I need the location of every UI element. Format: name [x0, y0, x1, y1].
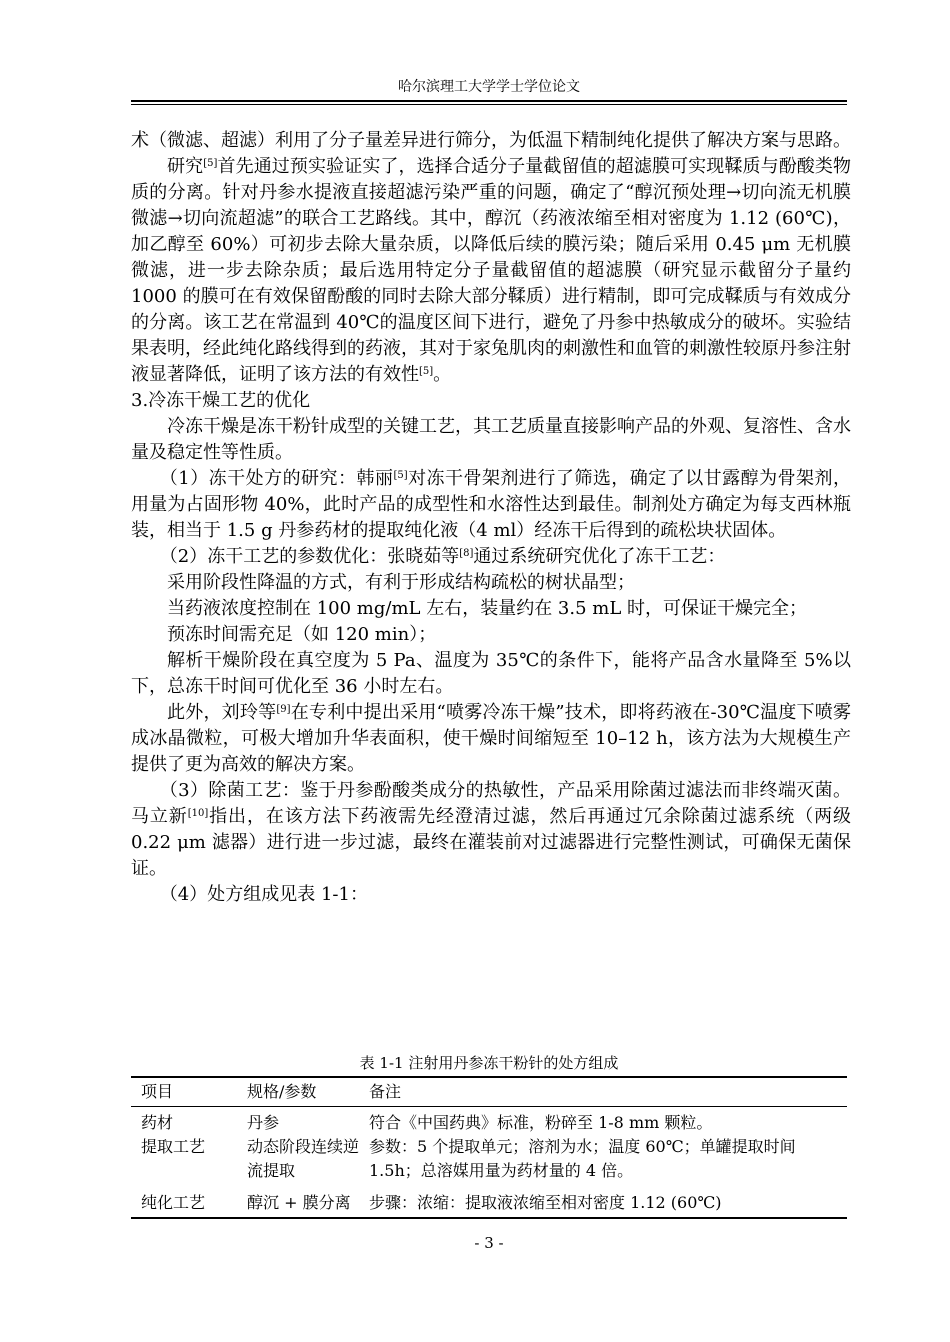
column-header: 项目 [131, 1077, 237, 1107]
page-number: - 3 - [474, 1234, 504, 1252]
paragraph [131, 544, 851, 570]
paragraph [131, 778, 851, 882]
text: 首先通过预实验证实了，选择合适分子量截留值的超滤膜可实现鞣质与酚酸类物质的分离。针对丹参水提液直接超滤污染严重的问题，确定了“醇沉预处理→切向流无机膜微滤→切向流超滤”的联合工艺路线。其中，醇沉（药液浓缩至相对密度为 1.12 (60℃)，加乙醇至 60%）可初步去除大量杂质，以降低后续的膜污染；随后采用 0.45 μm 无机膜微滤，进一步去除杂质；最后选用特定分子量截留值的超滤膜（研究显示截留分子量约 1000 的膜可在有效保留酚酸的同时去除大部分鞣质）进行精制，即可完成鞣质与有效成分的分离。该工艺在常温到 40℃的温度区间下进行，避免了丹参中热敏成分的破坏。实验结果表明，经此纯化路线得到的药液，其对于家兔肌肉的刺激性和血管的刺激性较原丹参注射液显著降低，证明了该方法的有效性 [131, 156, 852, 385]
table-row [131, 1183, 847, 1218]
paragraph: 术（微滤、超滤）利用了分子量差异进行筛分，为低温下精制纯化提供了解决方案与思路。 [131, 130, 851, 151]
text: 通过系统研究优化了冻干工艺： [473, 546, 726, 567]
paragraph [131, 466, 851, 544]
column-header: 备注 [359, 1077, 847, 1107]
text: 指出，在该方法下药液需先经澄清过滤，然后再通过冗余除菌过滤系统（两级 0.22 μm 滤器）进行进一步过滤，最终在灌装前对过滤器进行完整性测试，可确保无菌保证。 [131, 806, 852, 879]
text: （3）除菌工艺：鉴于丹参酚酸类成分的热敏性，产品采用除菌过滤法而非终端灭菌。马立新 [131, 780, 851, 827]
table-cell: 丹参 [247, 1113, 280, 1132]
citation: [5] [393, 470, 408, 481]
table-cell: 参数：5 个提取单元；溶剂为水；温度 60℃；单罐提取时间 1.5h；总溶媒用量为药材量的 4 倍。 [369, 1137, 796, 1180]
text: 对冻干骨架剂进行了筛选，确定了以甘露醇为骨架剂，用量为占固形物 40%，此时产品的成型性和水溶性达到最佳。制剂处方确定为每支西林瓶装，相当于 1.5 g 丹参药材的提取纯化液（4 ml）经冻干后得到的疏松块状固体。 [131, 468, 852, 541]
paragraph [131, 700, 851, 778]
text: （1）冻干处方的研究：韩丽 [159, 468, 394, 489]
body-text [131, 128, 851, 908]
column-header: 规格/参数 [237, 1077, 359, 1107]
citation: [10] [187, 808, 209, 819]
text: 。 [433, 364, 452, 385]
citation: [5] [203, 158, 218, 169]
table-cell: 药材 [141, 1113, 174, 1132]
text: （2）冻干工艺的参数优化：张晓茹等 [159, 546, 460, 567]
citation: [5] [419, 366, 434, 377]
table-cell: 提取工艺 [141, 1137, 206, 1156]
table-row [131, 1107, 847, 1136]
table-cell: 醇沉 + 膜分离 [237, 1183, 359, 1218]
table-header-row [131, 1077, 847, 1107]
paragraph [131, 154, 851, 388]
table-cell: 步骤：浓缩：提取液浓缩至相对密度 1.12 (60℃) [359, 1183, 847, 1218]
header-rule-thin [131, 104, 847, 105]
text: 研究 [167, 156, 204, 177]
table-cell: 动态阶段连续逆流提取 [247, 1137, 360, 1180]
table-cell: 符合《中国药典》标准，粉碎至 1-8 mm 颗粒。 [369, 1113, 713, 1132]
table-cell: 纯化工艺 [131, 1183, 237, 1218]
paragraph: 解析干燥阶段在真空度为 5 Pa、温度为 35℃的条件下，能将产品含水量降至 5%以下，总冻干时间可优化至 36 小时左右。 [131, 650, 851, 697]
table-caption: 表 1-1 注射用丹参冻干粉针的处方组成 [359, 1054, 619, 1072]
formulation-table [131, 1076, 847, 1219]
text: 此外，刘玲等 [167, 702, 277, 723]
header-rule-thick [131, 100, 847, 102]
table-row [131, 1135, 847, 1183]
paragraph: 当药液浓度控制在 100 mg/mL 左右，装量约在 3.5 mL 时，可保证干燥完全； [167, 598, 808, 619]
paragraph: 预冻时间需充足（如 120 min）； [167, 624, 437, 645]
citation: [8] [459, 548, 474, 559]
running-header: 哈尔滨理工大学学士学位论文 [398, 79, 580, 95]
citation: [9] [276, 704, 291, 715]
paragraph: 冷冻干燥是冻干粉针成型的关键工艺，其工艺质量直接影响产品的外观、复溶性、含水量及稳定性等性质。 [131, 416, 851, 463]
text: 在专利中提出采用“喷雾冷冻干燥”技术，即将药液在-30℃温度下喷雾成冰晶微粒，可极大增加升华表面积，使干燥时间缩短至 10–12 h，该方法为大规模生产提供了更为高效的解决方案。 [131, 702, 852, 775]
paragraph: 采用阶段性降温的方式，有利于形成结构疏松的树状晶型； [167, 572, 635, 593]
section-heading: 3.冷冻干燥工艺的优化 [131, 390, 311, 411]
paragraph: （4）处方组成见表 1-1： [159, 884, 368, 905]
